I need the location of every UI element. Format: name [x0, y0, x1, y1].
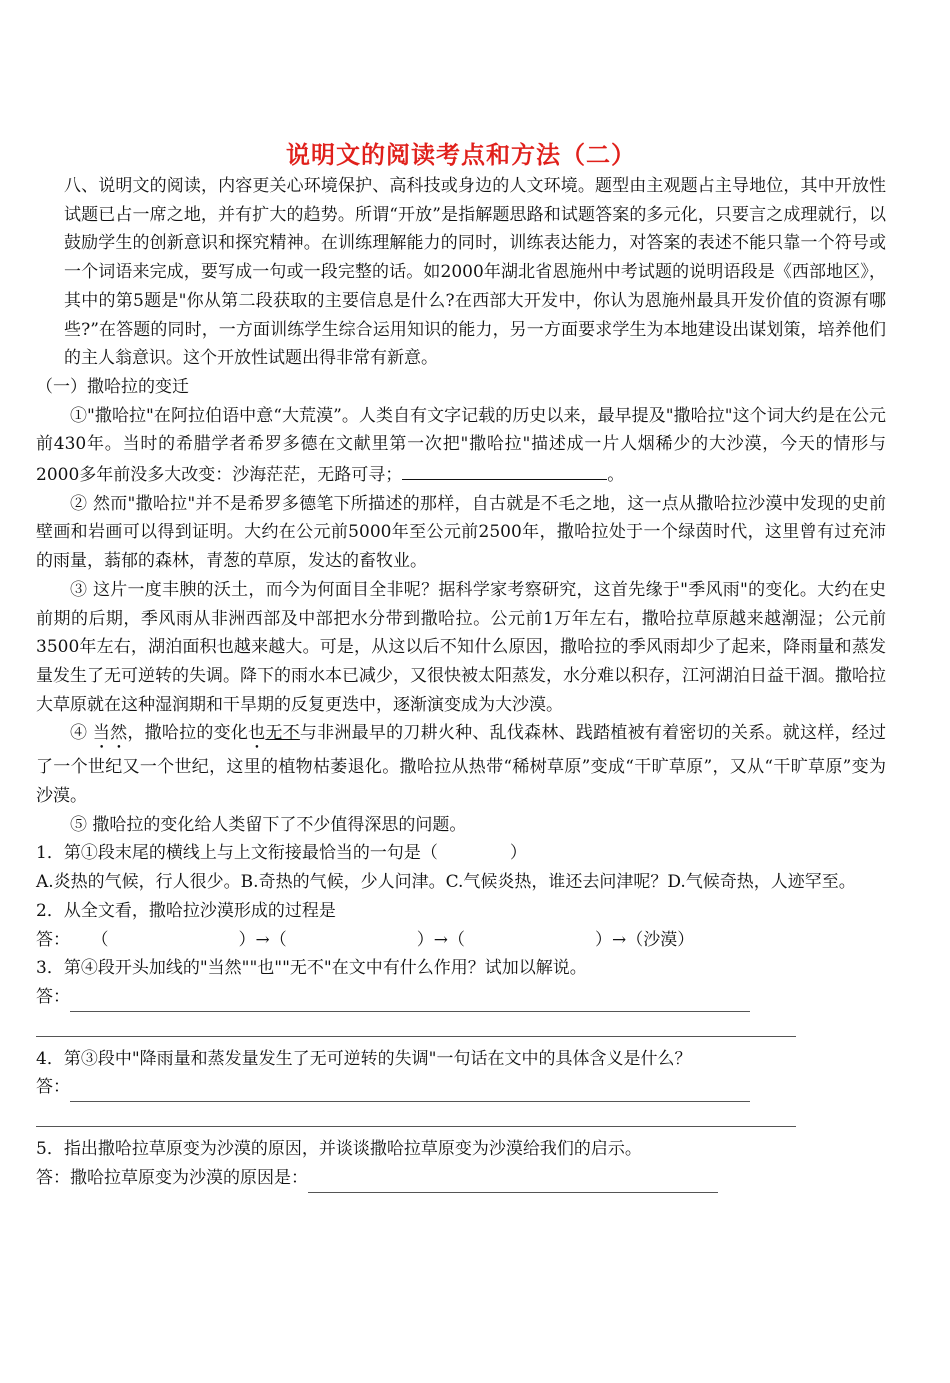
question-1-text: 1．第①段末尾的横线上与上文衔接最恰当的一句是（ [36, 843, 438, 864]
question-1-options: A.炎热的气候，行人很少。B.奇热的气候，少人问津。C.气候炎热，谁还去问津呢？D.气候奇热，人迹罕至。 [36, 872, 856, 893]
question-2-answer-label: 答： [36, 929, 70, 950]
question-2-end: ）→（沙漠） [595, 929, 695, 950]
question-5-answer-line[interactable] [308, 1172, 718, 1193]
paragraph-1-text: ①"撒哈拉"在阿拉伯语中意“大荒漠”。人类自有文字记载的历史以来，最早提及"撒哈拉"这个词大约是在公元前430年。当时的希腊学者希罗多德在文献里第一次把"撒哈拉"描述成一片人烟稀少的大沙漠，今天的情形与2000多年前没多大改变：沙海茫茫，无路可寻； [36, 405, 886, 486]
paragraph-5: ⑤ 撒哈拉的变化给人类留下了不少值得深思的问题。 [70, 814, 467, 835]
paragraph-4-part-b: 与非洲最早的刀耕火种、乱伐森林、践踏植被有着密切的关系。就这样，经过了一个世纪又一个世纪，这里的植物枯萎退化。撒哈拉从热带“稀树草原”变成“干旷草原”，又从“干旷草原”变为沙漠。 [36, 723, 887, 807]
word-dangran: 当然 [92, 723, 128, 744]
paragraph-4-number: ④ [70, 723, 93, 744]
question-4-answer [36, 1073, 886, 1102]
question-5-answer [36, 1164, 886, 1193]
paragraph-4-part-a: ，撒哈拉的变化 [127, 723, 249, 744]
paragraph-1-end: 。 [607, 465, 625, 486]
question-2-open-paren: （ [100, 929, 109, 950]
paragraph-2: ② 然而"撒哈拉"并不是希罗多德笔下所描述的那样，自古就是不毛之地，这一点从撒哈拉沙漠中发现的史前壁画和岩画可以得到证明。大约在公元前5000年至公元前2500年，撒哈拉处于一个绿茵时代，这里曾有过充沛的雨量，蓊郁的森林，青葱的草原，发达的畜牧业。 [36, 493, 886, 572]
question-3: 3．第④段开头加线的"当然""也""无不"在文中有什么作用？试加以解说。 [36, 958, 587, 979]
word-wubu: 无不 [265, 723, 300, 744]
paragraph-4 [36, 719, 886, 810]
question-3-answer [36, 983, 886, 1012]
word-ye: 也 [248, 723, 266, 744]
intro-paragraph: 八、说明文的阅读，内容更关心环境保护、高科技或身边的人文环境。题型由主观题占主导地位，其中开放性试题已占一席之地，并有扩大的趋势。所谓“开放”是指解题思路和试题答案的多元化，只要言之成理就行，以鼓励学生的创新意识和探究精神。在训练理解能力的同时，训练表达能力，对答案的表述不能只靠一个符号或一个词语来完成，要写成一句或一段完整的话。如2000年湖北省恩施州中考试题的说明语段是《西部地区》，其中的第5题是"你从第二段获取的主要信息是什么?在西部大开发中，你认为恩施州最具开发价值的资源有哪些?”在答题的同时，一方面训练学生综合运用知识的能力，另一方面要求学生为本地建设出谋划策，培养他们的主人翁意识。这个开放性试题出得非常有新意。 [64, 176, 886, 369]
section-title: （一）撒哈拉的变迁 [36, 376, 189, 397]
question-2-arrow-2: ）→（ [416, 929, 465, 950]
paragraph-3: ③ 这片一度丰腴的沃土，而今为何面目全非呢？据科学家考察研究，这首先缘于"季风雨"的变化。大约在史前期的后期，季风雨从非洲西部及中部把水分带到撒哈拉。公元前1万年左右，撒哈拉草原越来越潮湿；公元前3500年左右，湖泊面积也越来越大。可是，从这以后不知什么原因，撒哈拉的季风雨却少了起来，降雨量和蒸发量发生了无可逆转的失调。降下的雨水本已减少，又很快被太阳蒸发，水分难以积存，江河湖泊日益干涸。撒哈拉大草原就在这种湿润期和干旱期的反复更迭中，逐渐演变成为大沙漠。 [36, 579, 886, 715]
question-3-answer-line-2[interactable] [36, 1012, 796, 1037]
question-2-arrow-1: ）→（ [238, 929, 287, 950]
question-3-answer-label: 答： [36, 986, 70, 1007]
question-4-answer-line-1[interactable] [70, 1081, 750, 1102]
paragraph-1-blank[interactable] [402, 459, 607, 480]
paragraph-1 [36, 402, 886, 490]
question-4-answer-line-2[interactable] [36, 1102, 796, 1127]
question-2-answer [36, 926, 886, 955]
question-1 [36, 839, 886, 868]
page-title: 说明文的阅读考点和方法（二） [286, 140, 636, 169]
question-4-answer-label: 答： [36, 1077, 70, 1098]
question-2: 2．从全文看，撒哈拉沙漠形成的过程是 [36, 900, 336, 921]
question-3-answer-line-1[interactable] [70, 991, 750, 1012]
question-5-answer-label: 答：撒哈拉草原变为沙漠的原因是： [36, 1167, 308, 1188]
document-page [36, 138, 886, 1193]
question-5: 5．指出撒哈拉草原变为沙漠的原因，并谈谈撒哈拉草原变为沙漠给我们的启示。 [36, 1139, 642, 1160]
question-4: 4．第③段中"降雨量和蒸发量发生了无可逆转的失调"一句话在文中的具体含义是什么？ [36, 1048, 692, 1069]
question-1-close: ） [509, 843, 527, 864]
